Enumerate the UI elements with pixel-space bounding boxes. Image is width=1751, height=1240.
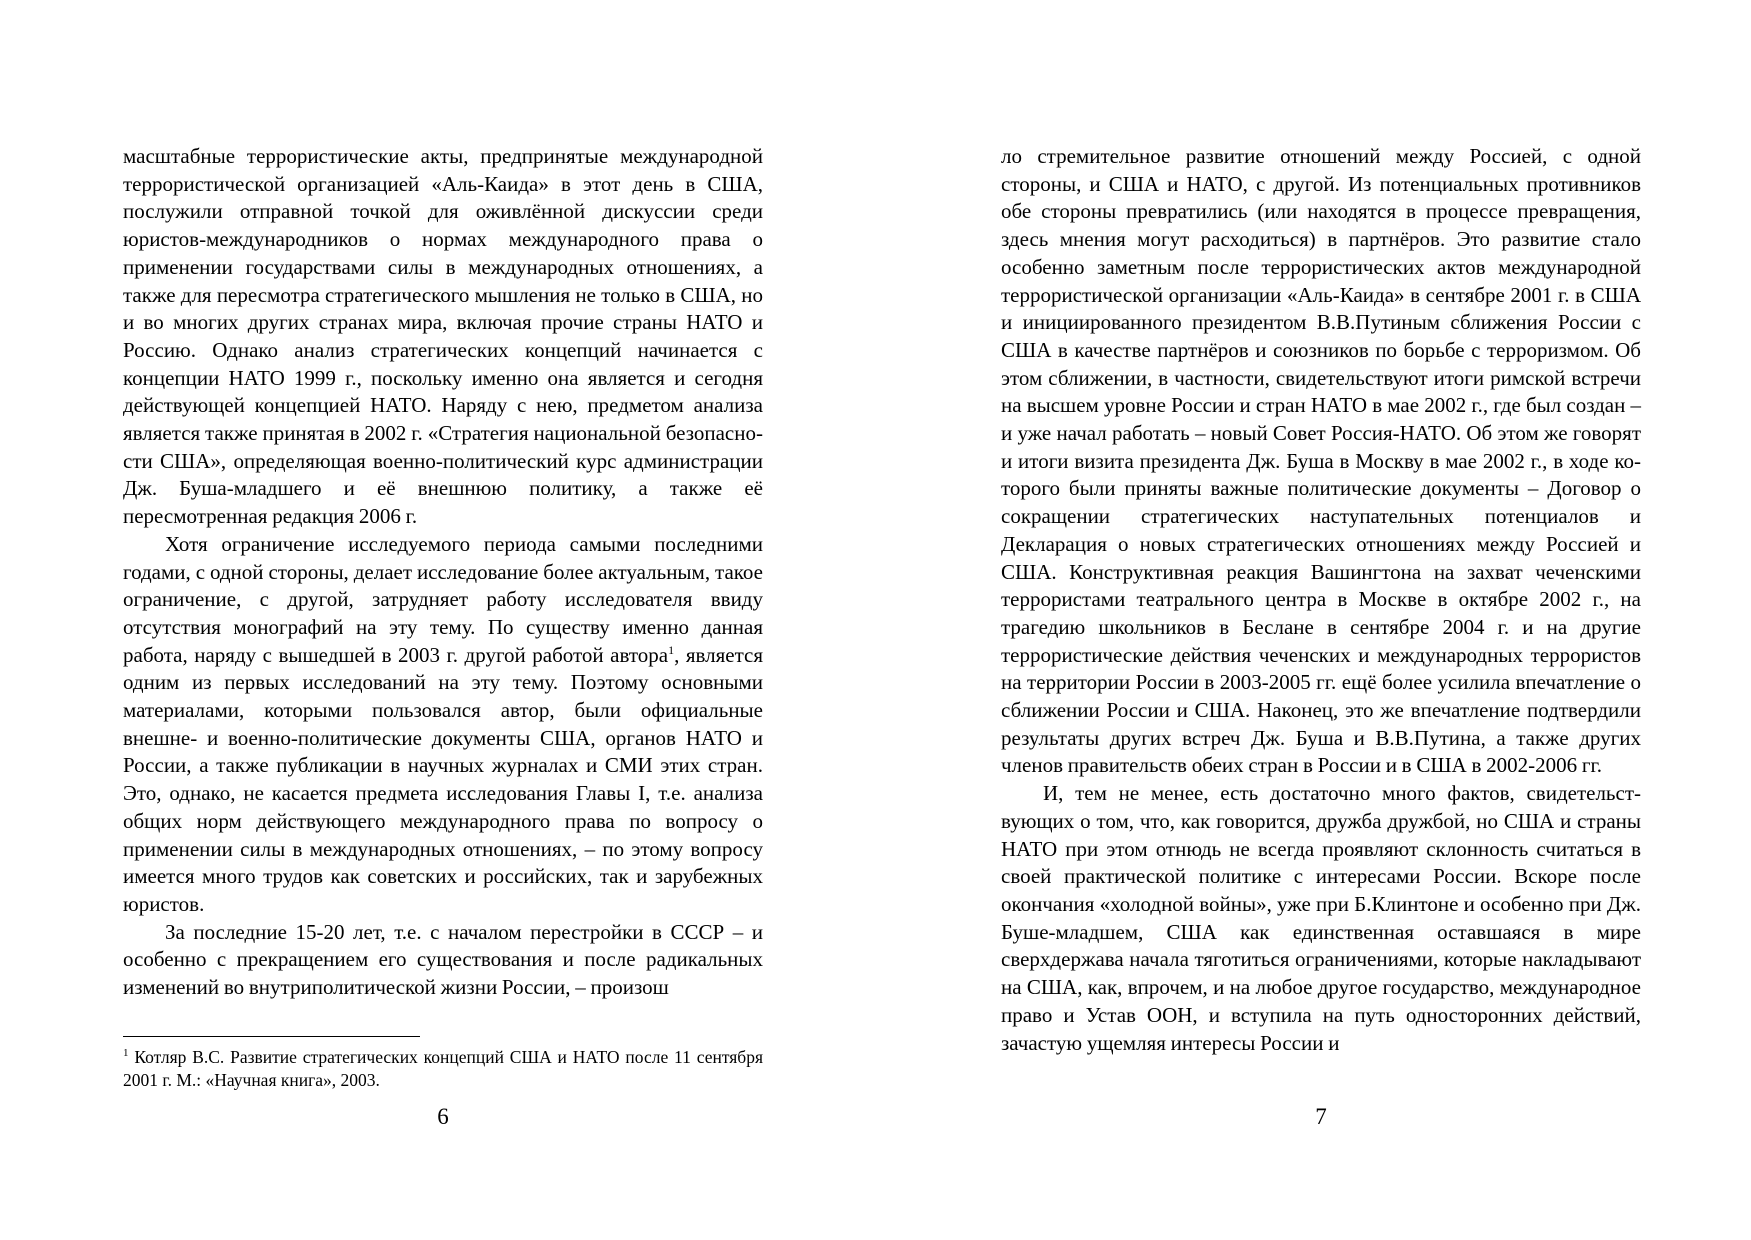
page-number-left: 6 xyxy=(437,1104,449,1129)
left-paragraph-2-end: , является одним из первых исследований на эту тему. Поэтому основными материалами, которыми пользовался автор, были официальные внешне- и военно-политические документы США, органов НАТО и России, а также публикации в научных журналах и СМИ этих стран. Это, однако, не касается предмета исследования Главы I, т.е. анализа общих норм действующего международного права по вопросу о применении силы в международных отношениях, – по этому вопросу имеется много трудов как советских и российских, так и зарубежных юристов. xyxy=(123,642,764,916)
left-paragraph-2 xyxy=(123,531,763,919)
left-paragraph-3: За последние 15-20 лет, т.е. с началом перестройки в СССР – и особенно с прекращением его существования и после радикальных изменений во внутриполитической жизни России, – произош xyxy=(123,919,763,1000)
footnote-reference[interactable]: 1 xyxy=(668,642,675,657)
right-paragraph-1: ло стремительное развитие отношений между Россией, с одной стороны, и США и НАТО, с другой. Из потенциальных противников обе стороны превратились (или находятся в процессе превращения, здесь мнения могут расходиться) в партнёров. Это развитие стало особенно заметным после террористических актов международной террористической организации «Аль-Каида» в сентябре 2001 г. в США и инициированного президентом В.В.Путиным сближения России с США в качестве партнёров и союзников по борьбе с терроризмом. Об этом сближении, в частности, свидетельствуют итоги римской встречи на высшем уровне России и стран НАТО в мае 2002 г., где был создан – и уже начал работать – новый Совет Россия-НАТО. Об этом же говорят и итоги визита президента Дж. Буша в Москву в мае 2002 г., в ходе которого были приняты важные политические документы – Договор о сокращении стратегических наступательных потенциалов и Декларация о новых стратегических отношениях между Россией и США. Конструктивная реакция Вашингтона на захват чеченскими террористами театрального центра в Москве в октябре 2002 г., на трагедию школьников в Беслане в сентябре 2004 г. и на другие террористические действия чеченских и международных террористов на территории России в 2003-2005 гг. ещё более усилила впечатление о сближении России и США. Наконец, это же впечатление подтвердили результаты других встреч Дж. Буша и В.В.Путина, а также других членов правительств обеих стран в России и в США в 2002-2006 гг. xyxy=(1001,144,1641,778)
left-paragraph-1: масштабные террористические акты, предпринятые международной террористической организацией «Аль-Каида» в этот день в США, послужили отправной точкой для оживлённой дискуссии среди юристов-международников о нормах международного права о применении государствами силы в международных отношениях, а также для пересмотра стратегического мышления не только в США, но и во многих других странах мира, включая прочие страны НАТО и Россию. Однако анализ стратегических концепций начинается с концепции НАТО 1999 г., поскольку именно она является и сегодня действующей концепцией НАТО. Наряду с нею, предметом анализа является также принятая в 2002 г. «Стратегия национальной безопасности США», определяющая военно-политический курс администрации Дж. Буша-младшего и её внешнюю политику, а также её пересмотренная редакция 2006 г. xyxy=(123,144,763,529)
left-page xyxy=(123,0,763,1240)
footnote-text: Котляр В.С. Развитие стратегических концепций США и НАТО после 11 сентября 2001 г. М.: «Научная книга», 2003. xyxy=(123,1047,763,1090)
page-number-right: 7 xyxy=(1315,1104,1327,1129)
footnote-mark: 1 xyxy=(123,1047,129,1060)
footnote-separator xyxy=(123,1036,420,1037)
footnote xyxy=(123,1046,763,1092)
right-paragraph-2: И, тем не менее, есть достаточно много фактов, свидетельствующих о том, что, как говорится, дружба дружбой, но США и страны НАТО при этом отнюдь не всегда проявляют склонность считаться в своей практической политике с интересами России. Вскоре после окончания «холодной войны», уже при Б.Клинтоне и особенно при Дж. Буше-младшем, США как единственная оставшаяся в мире сверхдержава начала тяготиться ограничениями, которые накладывают на США, как, впрочем, и на любое другое государство, международное право и Устав ООН, и вступила на путь односторонних действий, зачастую ущемляя интересы России и xyxy=(1001,781,1641,1055)
left-page-text xyxy=(123,143,763,1002)
left-paragraph-2-start: Хотя ограничение исследуемого периода самыми последними годами, с одной стороны, делает исследование более актуальным, такое ограничение, с другой, затрудняет работу исследователя ввиду отсутствия монографий на эту тему. По существу именно данная работа, наряду с вышедшей в 2003 г. другой работой автора xyxy=(123,531,763,667)
right-page xyxy=(1001,0,1641,1240)
right-page-text xyxy=(1001,143,1641,1057)
